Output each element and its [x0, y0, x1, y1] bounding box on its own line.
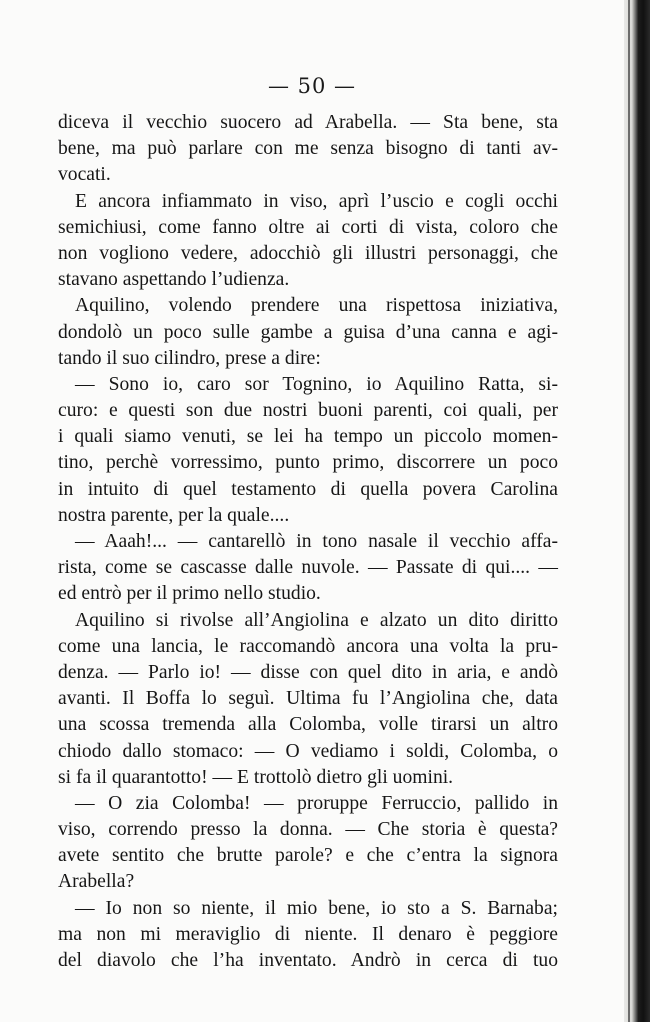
text-line: Arabella?	[58, 871, 135, 893]
text-line: — Io non so niente, il mio bene, io sto a S. Barnaba;	[75, 897, 558, 919]
text-line: bene, ma può parlare con me senza bisogno di tanti av-	[58, 138, 558, 160]
body-text	[58, 110, 558, 974]
text-line: semichiusi, come fanno oltre ai corti di vista, coloro che	[58, 216, 558, 238]
page-edge-line	[628, 0, 630, 1022]
text-line: denza. — Parlo io! — disse con quel dito in aria, e andò	[58, 661, 558, 683]
text-line: E ancora infiammato in viso, aprì l’uscio e cogli occhi	[75, 190, 558, 212]
text-line: avete sentito che brutte parole? e che c’entra la signora	[58, 845, 558, 867]
text-line: in intuito di quel testamento di quella povera Carolina	[58, 478, 558, 500]
text-line: rista, come se cascasse dalle nuvole. — Passate di qui.... —	[58, 557, 558, 579]
text-line: tando il suo cilindro, prese a dire:	[58, 347, 321, 369]
text-line: curo: e questi son due nostri buoni parenti, coi quali, per	[58, 400, 558, 422]
text-line: Aquilino, volendo prendere una rispettosa iniziativa,	[75, 295, 558, 317]
text-line: ed entrò per il primo nello studio.	[58, 583, 321, 605]
text-line: ma non mi meraviglio di niente. Il denaro è peggiore	[58, 923, 558, 945]
text-line: i quali siamo venuti, se lei ha tempo un piccolo momen-	[58, 426, 558, 448]
text-line: si fa il quarantotto! — E trottolò dietro gli uomini.	[58, 766, 454, 788]
page-number: — 50 —	[267, 74, 357, 98]
text-line: dondolò un poco sulle gambe a guisa d’una canna e agi-	[58, 321, 558, 343]
text-line: tino, perchè vorressimo, punto primo, discorrere un poco	[58, 452, 558, 474]
text-line: del diavolo che l’ha inventato. Andrò in cerca di tuo	[58, 950, 558, 971]
text-line: vocati.	[58, 164, 111, 186]
text-line: — Aaah!... — cantarellò in tono nasale il vecchio affa-	[75, 531, 558, 552]
text-line: viso, correndo presso la donna. — Che storia è questa?	[58, 819, 558, 841]
text-line: chiodo dallo stomaco: — O vediamo i soldi, Colomba, o	[58, 740, 558, 762]
text-line: nostra parente, per la quale....	[58, 504, 290, 526]
text-line: avanti. Il Boffa lo seguì. Ultima fu l’Angiolina che, data	[58, 688, 558, 710]
text-line: Aquilino si rivolse all’Angiolina e alzato un dito diritto	[75, 609, 558, 631]
text-line: — O zia Colomba! — proruppe Ferruccio, pallido in	[75, 792, 558, 814]
text-line: non vogliono vedere, adocchiò gli illustri personaggi, che	[58, 242, 558, 264]
text-line: — Sono io, caro sor Tognino, io Aquilino Ratta, si-	[75, 373, 558, 395]
text-line: diceva il vecchio suocero ad Arabella. — Sta bene, sta	[58, 112, 558, 133]
text-line: stavano aspettando l’udienza.	[58, 269, 290, 291]
text-line: una scossa tremenda alla Colomba, volle tirarsi un altro	[58, 714, 558, 736]
text-line: come una lancia, le raccomandò ancora una volta la pru-	[58, 635, 558, 657]
